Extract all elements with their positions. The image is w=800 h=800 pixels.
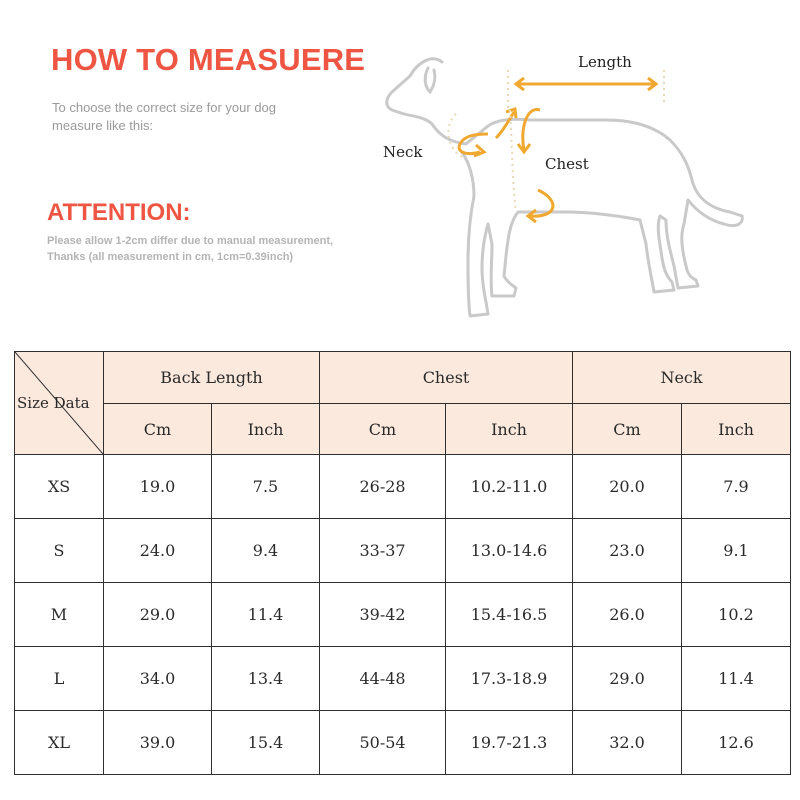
table-cell: 32.0 [573, 711, 682, 775]
table-header-row [15, 352, 791, 404]
table-cell: 39-42 [320, 583, 446, 647]
unit-header-inch: Inch [212, 404, 320, 455]
measurement-note [47, 233, 407, 265]
table-cell: 9.4 [212, 519, 320, 583]
table-cell: 20.0 [573, 455, 682, 519]
table-cell: 24.0 [104, 519, 212, 583]
table-cell: 7.5 [212, 455, 320, 519]
table-row [15, 711, 791, 775]
intro-text [52, 99, 352, 135]
table-cell: 10.2 [682, 583, 791, 647]
table-cell: 26-28 [320, 455, 446, 519]
chest-label: Chest [545, 155, 589, 173]
group-header-neck: Neck [573, 352, 791, 404]
chest-band-dotted [510, 110, 516, 212]
table-cell: 11.4 [682, 647, 791, 711]
size-data-corner-cell [15, 352, 104, 455]
table-cell: 34.0 [104, 647, 212, 711]
unit-header-cm: Cm [573, 404, 682, 455]
unit-header-inch: Inch [682, 404, 791, 455]
length-label: Length [578, 53, 632, 71]
table-cell: 15.4-16.5 [446, 583, 573, 647]
dog-outline-icon [387, 59, 743, 316]
page-title: HOW TO MEASUERE [51, 42, 366, 77]
table-cell: 29.0 [104, 583, 212, 647]
size-cell: S [15, 519, 104, 583]
size-data-label: Size Data [17, 394, 90, 412]
dog-ear-icon [425, 68, 435, 92]
table-cell: 33-37 [320, 519, 446, 583]
size-cell: L [15, 647, 104, 711]
table-cell: 17.3-18.9 [446, 647, 573, 711]
table-cell: 44-48 [320, 647, 446, 711]
neck-arrowhead-icon [474, 145, 484, 156]
table-cell: 10.2-11.0 [446, 455, 573, 519]
table-cell: 23.0 [573, 519, 682, 583]
table-cell: 39.0 [104, 711, 212, 775]
table-cell: 15.4 [212, 711, 320, 775]
group-header-chest: Chest [320, 352, 573, 404]
group-header-back-length: Back Length [104, 352, 320, 404]
table-cell: 7.9 [682, 455, 791, 519]
table-cell: 13.0-14.6 [446, 519, 573, 583]
attention-heading: ATTENTION: [47, 199, 191, 226]
unit-header-cm: Cm [320, 404, 446, 455]
table-cell: 29.0 [573, 647, 682, 711]
table-cell: 26.0 [573, 583, 682, 647]
unit-header-cm: Cm [104, 404, 212, 455]
table-cell: 19.7-21.3 [446, 711, 573, 775]
table-cell: 19.0 [104, 455, 212, 519]
table-cell: 11.4 [212, 583, 320, 647]
neck-label: Neck [383, 143, 423, 161]
table-cell: 50-54 [320, 711, 446, 775]
size-chart-table [14, 351, 791, 775]
table-row [15, 519, 791, 583]
note-line-1: Please allow 1-2cm differ due to manual measurement, [47, 235, 334, 247]
size-cell: XS [15, 455, 104, 519]
table-cell: 13.4 [212, 647, 320, 711]
chest-arrow-icon [523, 110, 540, 150]
dog-measurement-diagram [370, 40, 770, 340]
dog-illustration [370, 40, 770, 340]
table-cell: 12.6 [682, 711, 791, 775]
table-row [15, 455, 791, 519]
note-line-2: Thanks (all measurement in cm, 1cm=0.39inch) [47, 251, 294, 263]
unit-header-inch: Inch [446, 404, 573, 455]
size-cell: XL [15, 711, 104, 775]
table-row [15, 647, 791, 711]
table-unit-row [15, 404, 791, 455]
size-cell: M [15, 583, 104, 647]
intro-line-2: measure like this: [52, 118, 154, 133]
table-cell: 9.1 [682, 519, 791, 583]
table-row [15, 583, 791, 647]
intro-line-1: To choose the correct size for your dog [52, 100, 277, 115]
